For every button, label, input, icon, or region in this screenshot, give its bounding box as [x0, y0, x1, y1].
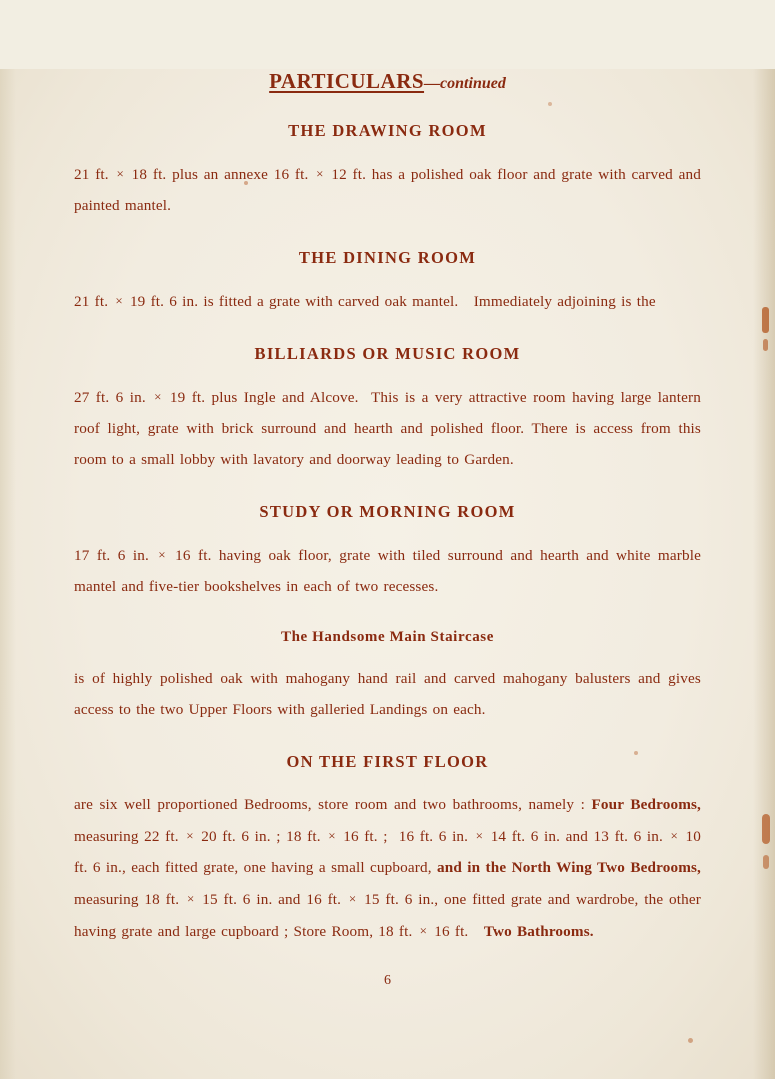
document-page	[0, 69, 775, 989]
section-body-drawing-room: 21 ft. × 18 ft. plus an annexe 16 ft. × 12 ft. has a polished oak floor and grate with carved and painted mantel.	[74, 166, 701, 214]
section-heading-billiards-or-music-room: BILLIARDS OR MUSIC ROOM	[254, 344, 521, 363]
page-title-continued: —continued	[424, 75, 506, 92]
section-heading-main-staircase: The Handsome Main Staircase	[280, 629, 494, 645]
section-body-main-staircase: is of highly polished oak with mahogany hand rail and carved mahogany balusters and gives access to the two Upper Floors with galleried Landings on each.	[74, 670, 701, 718]
section-body-study-or-morning-room: 17 ft. 6 in. × 16 ft. having oak floor, grate with tiled surround and hearth and white marble mantel and five-tier bookshelves in each of two recesses.	[74, 547, 701, 595]
page-number: 6	[384, 973, 391, 988]
section-body-billiards-or-music-room: 27 ft. 6 in. × 19 ft. plus Ingle and Alcove. This is a very attractive room having large lantern roof light, grate with brick surround and hearth and polished floor. There is access from this room to a small lobby with lavatory and doorway leading to Garden.	[74, 389, 701, 468]
section-heading-study-or-morning-room: STUDY OR MORNING ROOM	[259, 502, 516, 521]
page-title-main: PARTICULARS	[269, 69, 425, 93]
section-heading-drawing-room: THE DRAWING ROOM	[288, 121, 487, 140]
section-body-dining-room: 21 ft. × 19 ft. 6 in. is fitted a grate with carved oak mantel. Immediately adjoining is the	[74, 293, 656, 310]
section-heading-dining-room: THE DINING ROOM	[298, 248, 477, 267]
ink-speck	[688, 1038, 693, 1043]
page-title	[74, 69, 701, 94]
section-heading-first-floor: ON THE FIRST FLOOR	[286, 752, 489, 771]
section-body-first-floor: are six well proportioned Bedrooms, store room and two bathrooms, namely : Four Bedrooms, measuring 22 ft. × 20 ft. 6 in. ; 18 ft. × 16 ft. ; 16 ft. 6 in. × 14 ft. 6 in. and 13 ft. 6 in. × 10 ft. 6 in., each fitted grate, one having a small cupboard, and in the North Wing Two Bedrooms, measuring 18 ft. × 15 ft. 6 in. and 16 ft. × 15 ft. 6 in., one fitted grate and wardrobe, the other having grate and large cupboard ; Store Room, 18 ft. × 16 ft. Two Bathrooms.	[74, 796, 702, 940]
